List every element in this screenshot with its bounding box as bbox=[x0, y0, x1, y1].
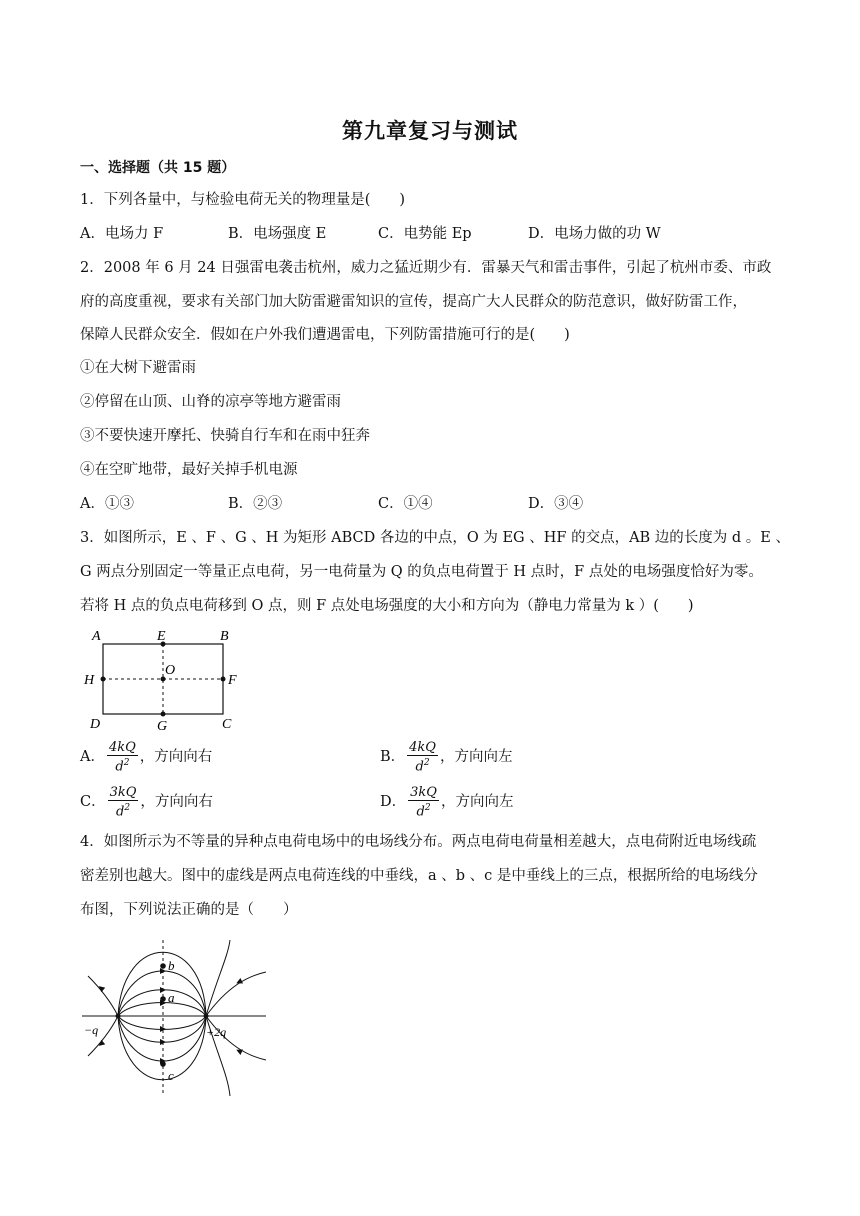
q4-field-line-figure bbox=[78, 936, 278, 1100]
q1-option-d: D．电场力做的功 W bbox=[528, 226, 661, 242]
section-heading: 一、选择题（共 15 题） bbox=[80, 160, 236, 176]
label-E: E bbox=[157, 629, 166, 644]
label-neg-q: −q bbox=[84, 1023, 99, 1037]
q3-line-3: 若将 H 点的负点电荷移到 O 点，则 F 点处电场强度的大小和方向为（静电力常量为 k ）( ) bbox=[80, 598, 694, 614]
q2-line-2: 府的高度重视，要求有关部门加大防雷避雷知识的宣传，提高广大人民群众的防范意识，做好防雷工作， bbox=[80, 294, 747, 310]
q1-option-b: B．电场强度 E bbox=[228, 226, 327, 242]
q2-line-3: 保障人民群众安全．假如在户外我们遭遇雷电，下列防雷措施可行的是( ) bbox=[80, 327, 570, 343]
q2-item-4: ④在空旷地带，最好关掉手机电源 bbox=[80, 462, 298, 478]
q2-item-1: ①在大树下避雷雨 bbox=[80, 360, 196, 376]
label-B: B bbox=[220, 629, 229, 644]
q2-option-c: C．①④ bbox=[378, 496, 433, 512]
q3-option-c: C． $\frac{3kQ}{d^2}$ ，方向向右 bbox=[80, 785, 213, 820]
label-b: b bbox=[168, 958, 175, 973]
label-G: G bbox=[157, 719, 168, 734]
label-A: A bbox=[92, 629, 101, 644]
page-title: 第九章复习与测试 bbox=[342, 119, 518, 143]
label-pos-2q: +2q bbox=[206, 1025, 227, 1039]
q3-option-d: D． $\frac{3kQ}{d^2}$ ，方向向左 bbox=[380, 785, 514, 820]
q3-rectangle-figure bbox=[78, 624, 258, 736]
q1-option-a: A．电场力 F bbox=[80, 226, 164, 242]
q3-option-a: A． $\frac{4kQ}{d^2}$ ，方向向右 bbox=[80, 740, 213, 775]
q3-line-1: 3．如图所示，E 、F 、G 、H 为矩形 ABCD 各边的中点，O 为 EG 、HF 的交点，AB 边的长度为 d 。E 、 bbox=[80, 530, 790, 546]
q1-stem: 1．下列各量中，与检验电荷无关的物理量是( ) bbox=[80, 192, 406, 208]
q3-line-2: G 两点分别固定一等量正点电荷，另一电荷量为 Q 的负点电荷置于 H 点时，F 点处的电场强度恰好为零。 bbox=[80, 564, 763, 580]
q2-option-a: A．①③ bbox=[80, 496, 134, 512]
q4-line-1: 4．如图所示为不等量的异种点电荷电场中的电场线分布。两点电荷电荷量相差越大，点电荷附近电场线疏 bbox=[80, 834, 757, 850]
label-C: C bbox=[222, 717, 232, 732]
label-c: c bbox=[168, 1068, 174, 1083]
label-D: D bbox=[90, 717, 101, 732]
label-O: O bbox=[165, 663, 176, 678]
q2-item-3: ③不要快速开摩托、快骑自行车和在雨中狂奔 bbox=[80, 428, 370, 444]
label-F: F bbox=[228, 673, 237, 688]
q2-option-b: B．②③ bbox=[228, 496, 283, 512]
q2-line-1: 2．2008 年 6 月 24 日强雷电袭击杭州，威力之猛近期少有．雷暴天气和雷击事件，引起了杭州市委、市政 bbox=[80, 260, 772, 276]
q2-option-d: D．③④ bbox=[528, 496, 584, 512]
label-H: H bbox=[84, 673, 95, 688]
q3-option-b: B． $\frac{4kQ}{d^2}$ ，方向向左 bbox=[380, 740, 513, 775]
q1-option-c: C．电势能 Ep bbox=[378, 226, 472, 242]
q4-line-3: 布图，下列说法正确的是（ ） bbox=[80, 902, 298, 918]
q2-item-2: ②停留在山顶、山脊的凉亭等地方避雷雨 bbox=[80, 394, 341, 410]
q4-line-2: 密差别也越大。图中的虚线是两点电荷连线的中垂线，a 、b 、c 是中垂线上的三点，根据所给的电场线分 bbox=[80, 868, 758, 884]
label-a: a bbox=[168, 990, 175, 1005]
